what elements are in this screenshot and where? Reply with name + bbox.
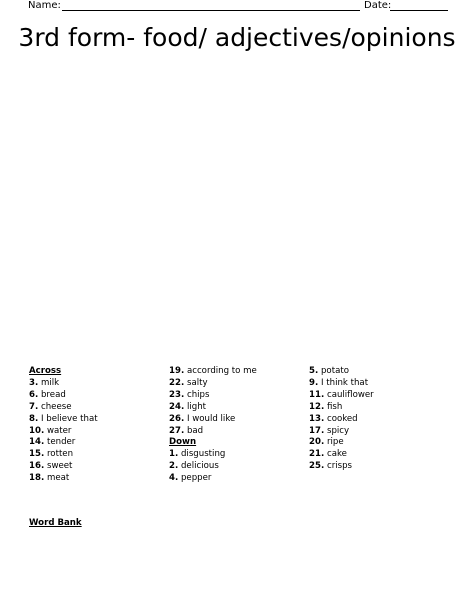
clues-column-2 bbox=[169, 366, 257, 485]
clue-number: 24. bbox=[169, 401, 185, 412]
clue-number: 17. bbox=[309, 425, 325, 436]
clue-text: water bbox=[44, 425, 72, 436]
clue-number: 5. bbox=[309, 366, 319, 376]
page-title: 3rd form- food/ adjectives/opinions bbox=[18, 23, 456, 52]
clue-item bbox=[29, 390, 98, 402]
clue-number: 22. bbox=[169, 377, 185, 388]
clue-item bbox=[29, 414, 98, 426]
clue-number: 25. bbox=[309, 461, 325, 472]
clue-number: 26. bbox=[169, 413, 185, 424]
clue-number: 23. bbox=[169, 389, 185, 400]
clue-text: bread bbox=[38, 389, 66, 400]
clue-text: sweet bbox=[44, 461, 73, 472]
clue-item bbox=[309, 402, 374, 414]
clue-text: meat bbox=[44, 473, 70, 484]
clue-number: 16. bbox=[29, 461, 45, 472]
clue-number: 18. bbox=[29, 473, 45, 484]
clue-item bbox=[169, 390, 257, 402]
clue-number: 21. bbox=[309, 449, 325, 460]
clue-item bbox=[29, 426, 98, 438]
clue-number: 15. bbox=[29, 449, 45, 460]
word-bank-title: Word Bank bbox=[29, 518, 82, 528]
clue-item bbox=[169, 473, 257, 485]
clue-text: chips bbox=[184, 389, 210, 400]
clue-number: 2. bbox=[169, 461, 179, 472]
clue-number: 7. bbox=[29, 401, 39, 412]
clue-text: according to me bbox=[184, 366, 257, 376]
clue-item bbox=[169, 426, 257, 438]
clue-number: 6. bbox=[29, 389, 39, 400]
clue-text: cooked bbox=[324, 413, 358, 424]
clue-number: 4. bbox=[169, 473, 179, 484]
clue-text: fish bbox=[324, 401, 343, 412]
clue-number: 27. bbox=[169, 425, 185, 436]
clue-item bbox=[29, 402, 98, 414]
clue-number: 8. bbox=[29, 413, 39, 424]
clue-number: 10. bbox=[29, 425, 45, 436]
clue-text: crisps bbox=[324, 461, 353, 472]
clues-column-1 bbox=[29, 366, 98, 485]
clues-column-3 bbox=[309, 366, 374, 473]
clue-text: tender bbox=[44, 437, 76, 448]
clue-item bbox=[309, 366, 374, 378]
clue-text: ripe bbox=[324, 437, 344, 448]
clue-item bbox=[309, 390, 374, 402]
clue-number: 12. bbox=[309, 401, 325, 412]
clue-text: I think that bbox=[318, 377, 369, 388]
clue-item bbox=[169, 461, 257, 473]
name-label: Name: bbox=[28, 0, 61, 11]
clue-item bbox=[169, 449, 257, 461]
clue-text: spicy bbox=[324, 425, 350, 436]
clue-item bbox=[169, 366, 257, 378]
clue-text: disgusting bbox=[178, 449, 226, 460]
clue-number: 1. bbox=[169, 449, 179, 460]
clue-item bbox=[309, 426, 374, 438]
clue-text: I would like bbox=[184, 413, 236, 424]
clue-text: I believe that bbox=[38, 413, 98, 424]
clue-text: rotten bbox=[44, 449, 74, 460]
clue-item bbox=[309, 414, 374, 426]
clue-text: light bbox=[184, 401, 207, 412]
clue-text: bad bbox=[184, 425, 204, 436]
clue-item bbox=[309, 461, 374, 473]
clue-text: salty bbox=[184, 377, 208, 388]
clue-number: 14. bbox=[29, 437, 45, 448]
clue-item bbox=[309, 449, 374, 461]
clue-text: cheese bbox=[38, 401, 72, 412]
clue-item bbox=[29, 449, 98, 461]
down-heading: Down bbox=[169, 437, 197, 448]
clue-text: delicious bbox=[178, 461, 219, 472]
clue-number: 11. bbox=[309, 389, 325, 400]
clue-text: cauliflower bbox=[324, 389, 374, 400]
clue-item bbox=[309, 437, 374, 449]
clue-item bbox=[169, 414, 257, 426]
clue-text: pepper bbox=[178, 473, 212, 484]
clue-item bbox=[29, 437, 98, 449]
clue-text: milk bbox=[38, 377, 60, 388]
clue-item bbox=[169, 402, 257, 414]
clue-item bbox=[29, 378, 98, 390]
clue-number: 20. bbox=[309, 437, 325, 448]
clue-number: 9. bbox=[309, 377, 319, 388]
clue-item bbox=[309, 378, 374, 390]
clue-text: potato bbox=[318, 366, 349, 376]
clue-item bbox=[169, 378, 257, 390]
clue-number: 19. bbox=[169, 366, 185, 376]
clue-text: cake bbox=[324, 449, 347, 460]
clue-item bbox=[29, 473, 98, 485]
clue-item bbox=[29, 461, 98, 473]
date-label: Date: bbox=[364, 0, 392, 11]
across-heading: Across bbox=[29, 366, 62, 376]
clue-number: 13. bbox=[309, 413, 325, 424]
clue-number: 3. bbox=[29, 377, 39, 388]
